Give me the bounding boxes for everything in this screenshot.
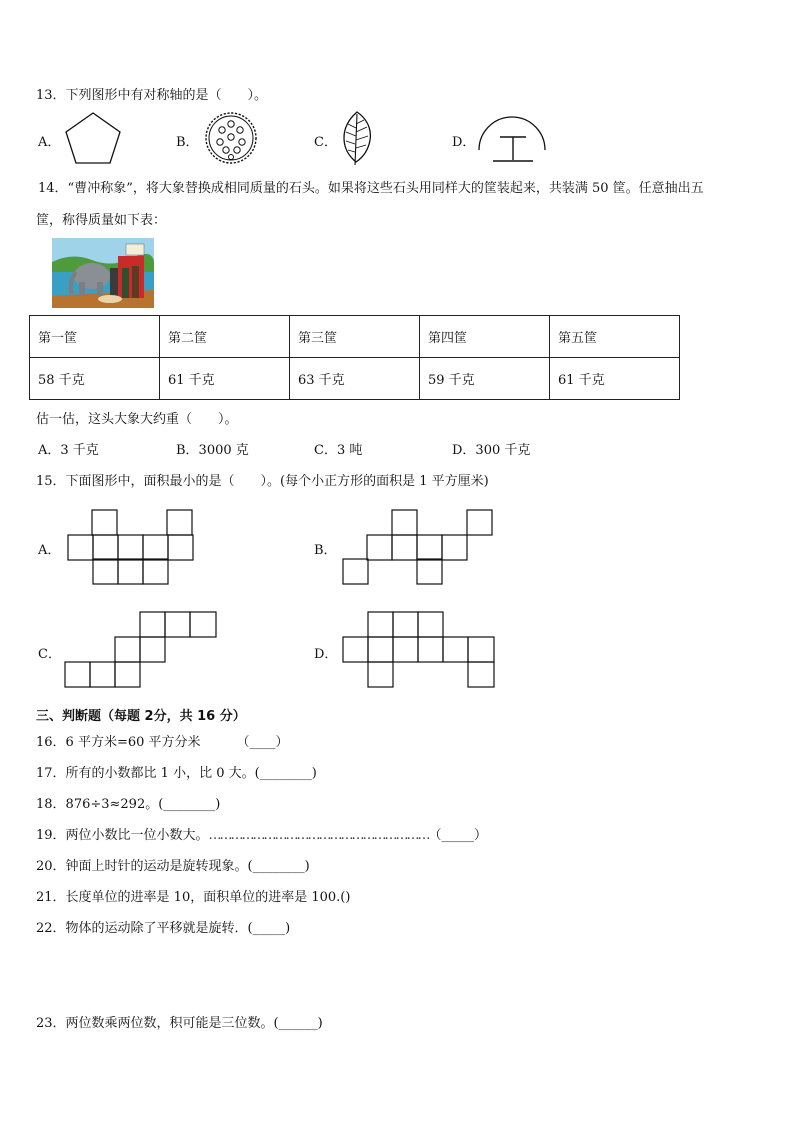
q22-item: [36, 917, 290, 936]
table-cell: 59 千克: [420, 358, 550, 400]
table-cell: 61 千克: [550, 358, 680, 400]
leaf-figure: [340, 110, 374, 166]
q19-item: [36, 824, 487, 843]
q13-option-b-label: B．: [176, 135, 199, 150]
q19-leader-dots: ……………………………………………………: [208, 828, 429, 843]
q20-text: 20．钟面上时针的运动是旋转现象。: [36, 859, 248, 874]
grid-figure-d: [342, 611, 496, 689]
q14-question: 估一估，这头大象大约重（ ）。: [36, 412, 238, 427]
q17-text: 17．所有的小数都比 1 小，比 0 大。: [36, 766, 255, 781]
q13-option-a-label: A．: [38, 135, 61, 150]
table-cell: 58 千克: [30, 358, 160, 400]
q22-text: 22．物体的运动除了平移就是旋转．: [36, 921, 248, 936]
arc-gong-figure: [476, 110, 548, 166]
table-row: [30, 358, 680, 400]
q18-answer-blank[interactable]: (________): [158, 797, 221, 812]
q14-option-d: D．300 千克: [452, 443, 531, 458]
q23-item: [36, 1012, 323, 1031]
table-header-cell: 第一筐: [30, 316, 160, 358]
q21-text: 21．长度单位的进率是 10，面积单位的进率是 100.: [36, 890, 341, 905]
q23-answer-blank[interactable]: (______): [273, 1016, 323, 1031]
q17-answer-blank[interactable]: (________): [254, 766, 317, 781]
table-cell: 61 千克: [160, 358, 290, 400]
q22-answer-blank[interactable]: (_____): [247, 921, 291, 936]
q13-option-d-label: D．: [452, 135, 476, 150]
q18-item: [36, 793, 220, 812]
pentagon-figure: [64, 111, 122, 165]
q14-stem-line1: 14．“曹冲称象”，将大象替换成相同质量的石头。如果将这些石头用同样大的筐装起来，共装满 50 筐。任意抽出五: [38, 181, 704, 196]
q20-answer-blank[interactable]: (________): [247, 859, 310, 874]
q16-answer-blank[interactable]: （____）: [236, 735, 289, 750]
q14-option-b: B．3000 克: [176, 443, 249, 458]
q21-answer-blank[interactable]: (): [340, 890, 351, 905]
q15-option-a-label: A．: [38, 543, 61, 558]
table-header-cell: 第五筐: [550, 316, 680, 358]
section-title: 三、判断题（每题 2分，共 16 分）: [36, 709, 246, 724]
grid-figure-a: [67, 509, 194, 585]
q23-text: 23．两位数乘两位数，积可能是三位数。: [36, 1016, 274, 1031]
q15-option-c-label: C．: [38, 647, 61, 662]
q19-answer-blank[interactable]: （_____）: [428, 828, 488, 843]
cao-chong-elephant-picture: [52, 238, 154, 308]
q15-option-d-label: D．: [314, 647, 338, 662]
q15-stem: 15．下面图形中，面积最小的是（ ）。(每个小正方形的面积是 1 平方厘米): [36, 474, 489, 489]
q21-item: [36, 886, 350, 905]
q14-stem-line2: 筐，称得质量如下表：: [36, 213, 167, 228]
q16-item: [36, 731, 289, 750]
q17-item: [36, 762, 317, 781]
table-header-cell: 第三筐: [290, 316, 420, 358]
grid-figure-b: [342, 509, 494, 585]
q20-item: [36, 855, 310, 874]
grid-figure-c: [64, 611, 218, 689]
q13-option-c-label: C．: [314, 135, 337, 150]
q16-text: 16．6 平方米=60 平方分米: [36, 735, 201, 750]
table-cell: 63 千克: [290, 358, 420, 400]
q19-text: 19．两位小数比一位小数大。: [36, 828, 209, 843]
q14-option-c: C．3 吨: [314, 443, 363, 458]
q13-stem: 13．下列图形中有对称轴的是（ ）。: [36, 88, 268, 103]
table-header-cell: 第二筐: [160, 316, 290, 358]
table-header-cell: 第四筐: [420, 316, 550, 358]
scalloped-circle-figure: [204, 111, 258, 165]
q14-option-a: A．3 千克: [38, 443, 99, 458]
q18-text: 18．876÷3≈292。: [36, 797, 159, 812]
basket-weight-table: [29, 315, 680, 400]
q15-option-b-label: B．: [314, 543, 337, 558]
table-header-row: [30, 316, 680, 358]
